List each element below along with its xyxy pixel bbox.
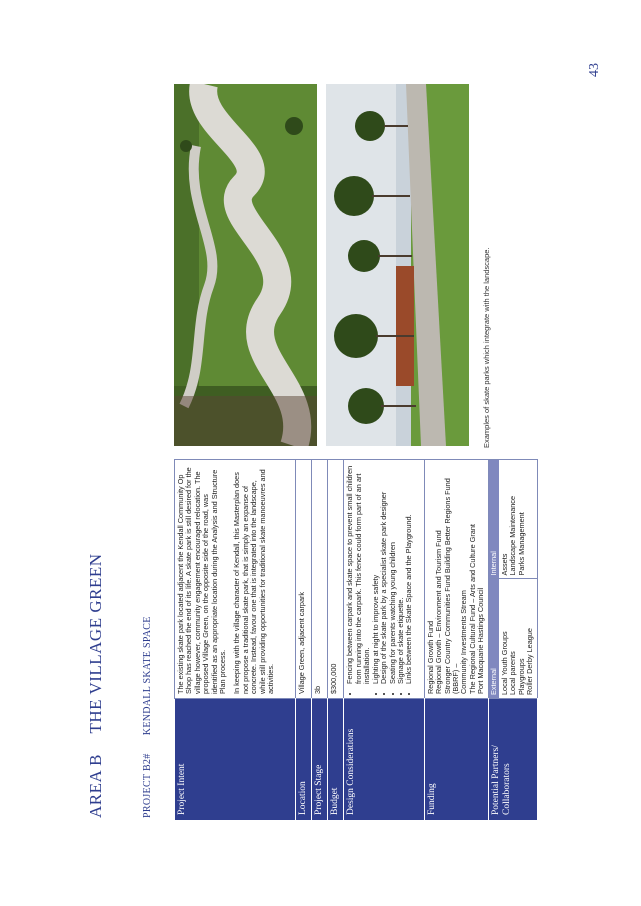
internal-list xyxy=(499,460,528,579)
location-label: Location xyxy=(296,699,312,820)
page-number: 43 xyxy=(587,63,602,77)
list-item: • Design of the skate park by a specialist skate park designer xyxy=(380,464,388,684)
project-table xyxy=(174,459,538,820)
list-item: Landscape Maintenance xyxy=(508,495,518,576)
list-item: Port Macquarie Hastings Council xyxy=(476,587,486,694)
list-item: Regional Growth Fund xyxy=(425,620,435,694)
list-item: The Regional Cultural Fund – Arts and Culture Grant xyxy=(467,524,477,694)
design-body xyxy=(344,460,424,699)
photo-caption: Examples of skate parks which integrate with the landscape. xyxy=(482,247,491,448)
design-label: Design Considerations xyxy=(344,699,424,820)
table-row-design xyxy=(344,460,424,820)
list-item: Regional Growth – Environment and Tourism Fund xyxy=(434,530,444,694)
external-header: External xyxy=(489,580,499,699)
intent-label: Project Intent xyxy=(175,699,296,820)
list-item: Roller Derby League xyxy=(525,628,535,695)
skate-photo-path xyxy=(174,84,317,446)
table-row-funding xyxy=(424,460,488,820)
external-list xyxy=(499,580,537,699)
table-row-stage xyxy=(312,460,328,820)
list-item: • Links between the Skate Space and the Playground. xyxy=(405,464,413,684)
partners-label: Potential Partners/ Collaborators xyxy=(488,699,537,820)
funding-label: Funding xyxy=(424,699,488,820)
list-item: • Signage of skate etiquette. xyxy=(397,464,405,684)
table-row-location xyxy=(296,460,312,820)
area-label: AREA B xyxy=(86,754,105,818)
project-title: KENDALL SKATE SPACE xyxy=(142,616,153,736)
list-item: Assets xyxy=(499,553,509,576)
partners-columns xyxy=(489,460,537,698)
table-row-intent xyxy=(175,460,296,820)
funding-body xyxy=(424,460,488,699)
list-item: Community Investments Stream xyxy=(459,590,469,694)
design-list xyxy=(346,464,413,694)
budget-value: $300,000 xyxy=(328,460,344,699)
table-row-budget xyxy=(328,460,344,820)
stage-value: 3b xyxy=(312,460,328,699)
table-row-partners xyxy=(488,460,537,820)
project-subtitle xyxy=(142,616,153,818)
budget-label: Budget xyxy=(328,699,344,820)
partners-body xyxy=(488,460,537,699)
list-item: • Fencing between carpark and skate space to prevent small children from running into the carpark. This fence could form part of an art installation. xyxy=(346,464,371,684)
partners-internal xyxy=(489,460,537,579)
stage-label: Project Stage xyxy=(312,699,328,820)
project-code: PROJECT B2# xyxy=(142,753,153,818)
skate-photo-landscape xyxy=(326,84,469,446)
page-title xyxy=(86,554,106,819)
partners-external xyxy=(489,579,537,699)
location-value: Village Green, adjacent carpark xyxy=(296,460,312,699)
area-title: THE VILLAGE GREEN xyxy=(86,553,105,734)
intent-body xyxy=(175,460,296,699)
list-item: Local Youth Groups xyxy=(499,631,509,695)
intent-paragraph-1: The existing skate park located adjacent the Kendall Community Op Shop has reached the end of its life. A skate park is still desired for the village however, community engagement encouraged relocation. The proposed Village Green, on the opposite side of the road, was identified as an appropriate location during the Analysis and Structure Plan process. xyxy=(176,467,228,694)
list-item: Parks Management xyxy=(516,512,526,576)
intent-paragraph-2: In keeping with the village character of Kendall, this Masterplan does not propose a traditional skate park, that is simply an expanse of concrete. Instead, favour one that is integrated into the landscape, while still providing opportunities for traditional skate manoeuvres and activities. xyxy=(232,469,276,694)
list-item: Stronger Country Communities Fund Building Better Regions Fund (BBRF) – xyxy=(442,478,460,694)
list-item: Playgroups xyxy=(516,658,526,695)
internal-header: Internal xyxy=(489,460,499,579)
list-item: • Lighting at night to improve safety xyxy=(372,464,380,684)
list-item: Local parents xyxy=(508,651,518,695)
list-item: • Seating for parents watching young children xyxy=(389,464,397,684)
